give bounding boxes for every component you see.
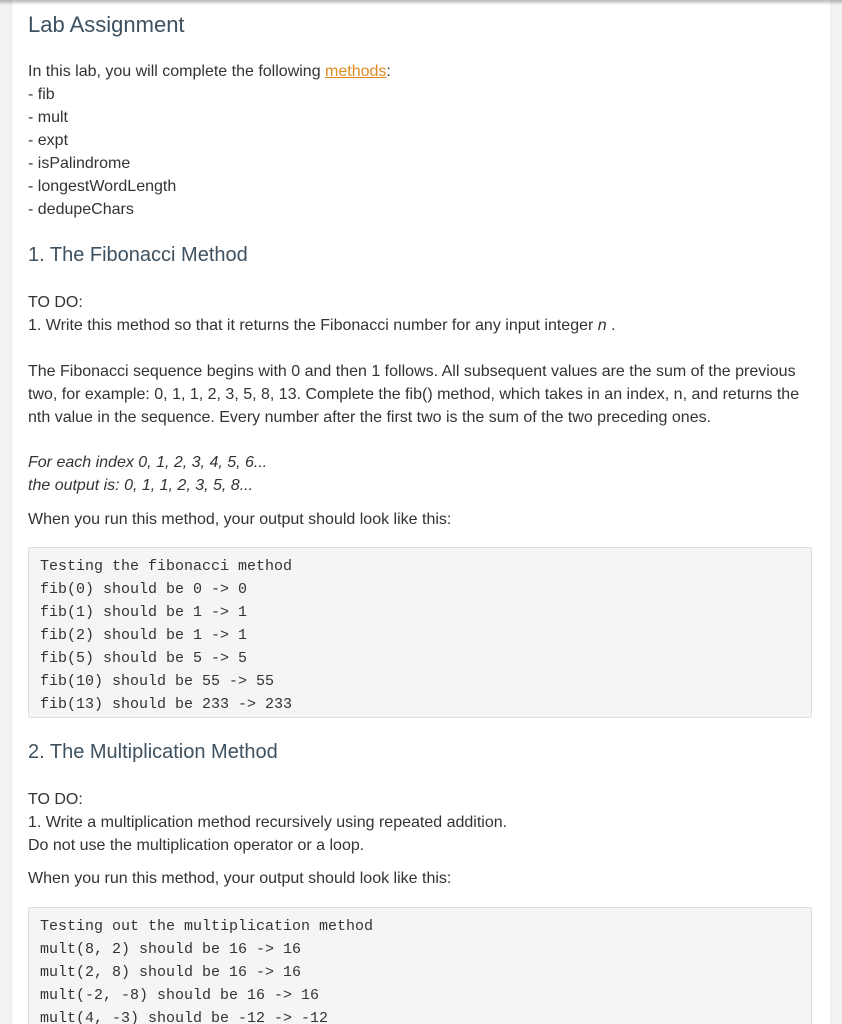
output-intro: When you run this method, your output should look like this: (28, 870, 452, 887)
todo-label: TO DO: (28, 791, 83, 808)
code-block-multiplication (28, 907, 812, 1024)
document-page (12, 0, 830, 1024)
todo-item (28, 314, 616, 337)
list-item: - expt (28, 132, 69, 149)
intro-paragraph (28, 60, 391, 83)
code-line: Testing out the multiplication method (40, 918, 374, 935)
list-item: - dedupeChars (28, 201, 134, 218)
code-line: fib(1) should be 1 -> 1 (40, 604, 248, 621)
list-item: - fib (28, 86, 55, 103)
fibonacci-description: The Fibonacci sequence begins with 0 and then 1 follows. All subsequent values are the sum of the previous two, for example: 0, 1, 1, 2, 3, 5, 8, 13. Complete the fib() method, which takes in an index, n, and returns the nth value in the sequence. Every number after the first two is the sum of the two preceding ones. (28, 363, 800, 426)
example-output: the output is: 0, 1, 1, 2, 3, 5, 8... (28, 477, 254, 494)
todo-label: TO DO: (28, 294, 83, 311)
list-item: - mult (28, 109, 68, 126)
top-shadow (0, 0, 842, 5)
code-block-fibonacci (28, 547, 812, 718)
section-heading-multiplication: 2. The Multiplication Method (28, 741, 278, 763)
code-line: fib(13) should be 233 -> 233 (40, 696, 293, 713)
code-line: fib(10) should be 55 -> 55 (40, 673, 275, 690)
code-line: fib(5) should be 5 -> 5 (40, 650, 248, 667)
todo-item-end: . (606, 317, 616, 334)
code-line: fib(0) should be 0 -> 0 (40, 581, 248, 598)
intro-colon: : (386, 63, 391, 80)
output-intro: When you run this method, your output should look like this: (28, 511, 452, 528)
code-line: Testing the fibonacci method (40, 558, 293, 575)
todo-item: 1. Write a multiplication method recursively using repeated addition. (28, 814, 508, 831)
todo-item: Do not use the multiplication operator or a loop. (28, 837, 365, 854)
todo-item-variable: n (597, 317, 607, 334)
list-item: - isPalindrome (28, 155, 131, 172)
section-heading-fibonacci: 1. The Fibonacci Method (28, 244, 248, 266)
list-item: - longestWordLength (28, 178, 177, 195)
page-title: Lab Assignment (28, 12, 185, 37)
methods-link[interactable]: methods (325, 63, 387, 80)
code-line: mult(8, 2) should be 16 -> 16 (40, 941, 302, 958)
code-line: mult(4, -3) should be -12 -> -12 (40, 1010, 329, 1024)
code-line: mult(2, 8) should be 16 -> 16 (40, 964, 302, 981)
code-line: mult(-2, -8) should be 16 -> 16 (40, 987, 320, 1004)
example-index: For each index 0, 1, 2, 3, 4, 5, 6... (28, 454, 268, 471)
intro-text: In this lab, you will complete the following (28, 63, 326, 80)
code-line: fib(2) should be 1 -> 1 (40, 627, 248, 644)
todo-item-text: 1. Write this method so that it returns the Fibonacci number for any input integer (28, 317, 598, 334)
